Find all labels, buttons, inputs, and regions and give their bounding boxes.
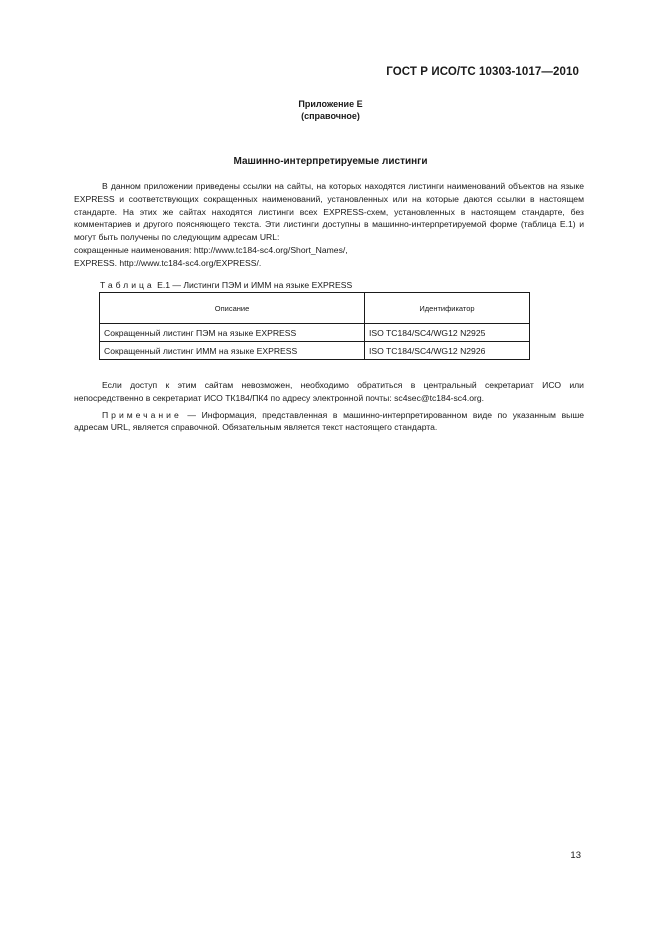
table-cell: ISO TC184/SC4/WG12 N2925 — [365, 324, 530, 342]
contact-paragraph: Если доступ к этим сайтам невозможен, необходимо обратиться в центральный секретариат ИСО или непосредственно в секретариат ИСО ТК184/ПК4 по адресу электронной почты: sc4sec@tc184-sc4.org. — [74, 380, 584, 403]
table-cell: Сокращенный листинг ИММ на языке EXPRESS — [100, 342, 365, 360]
annex-heading — [0, 98, 661, 122]
listings-table — [99, 292, 530, 360]
table-row — [100, 324, 530, 342]
url-short-names: сокращенные наименования: http://www.tc184-sc4.org/Short_Names/, — [74, 244, 348, 255]
note-text: — Информация, представленная в машинно-интерпретированном виде по указанным выше адресам URL, является справочной. Обязательным является текст настоящего стандарта. — [74, 409, 584, 433]
intro-paragraph: В данном приложении приведены ссылки на сайты, на которых находятся листинги наименований объектов на языке EXPRESS и соответствующих сокращенных наименований, установленных или на которые даются ссылки в настоящем стандарте. На этих же сайтах находятся листинги всех EXPRESS-схем, установленных в настоящем стандарте, без комментариев и другого поясняющего текста. Эти листинги доступны в машинно-интерпретируемой форме (таблица Е.1) и могут быть получены по следующим адресам URL: — [74, 181, 584, 243]
header-description: Описание — [100, 293, 365, 324]
intro-block — [74, 180, 584, 270]
annex-status: (справочное) — [301, 111, 360, 121]
section-title: Машинно-интерпретируемые листинги — [233, 156, 428, 167]
table-caption — [100, 280, 352, 290]
table-cell: ISO TC184/SC4/WG12 N2926 — [365, 342, 530, 360]
contact-and-note-block — [74, 379, 584, 434]
table-row — [100, 342, 530, 360]
table-caption-text: Е.1 — Листинги ПЭМ и ИММ на языке EXPRESS — [154, 280, 353, 290]
standard-header: ГОСТ Р ИСО/ТС 10303-1017—2010 — [386, 66, 579, 78]
table-cell: Сокращенный листинг ПЭМ на языке EXPRESS — [100, 324, 365, 342]
note-label: Примечание — [102, 409, 182, 420]
table-header-row — [100, 293, 530, 324]
url-express: EXPRESS. http://www.tc184-sc4.org/EXPRESS/. — [74, 257, 262, 268]
annex-title: Приложение Е — [298, 99, 363, 109]
note-paragraph — [74, 409, 584, 435]
header-identifier: Идентификатор — [365, 293, 530, 324]
page-number: 13 — [570, 850, 581, 861]
table-caption-label: Таблица — [100, 280, 155, 290]
